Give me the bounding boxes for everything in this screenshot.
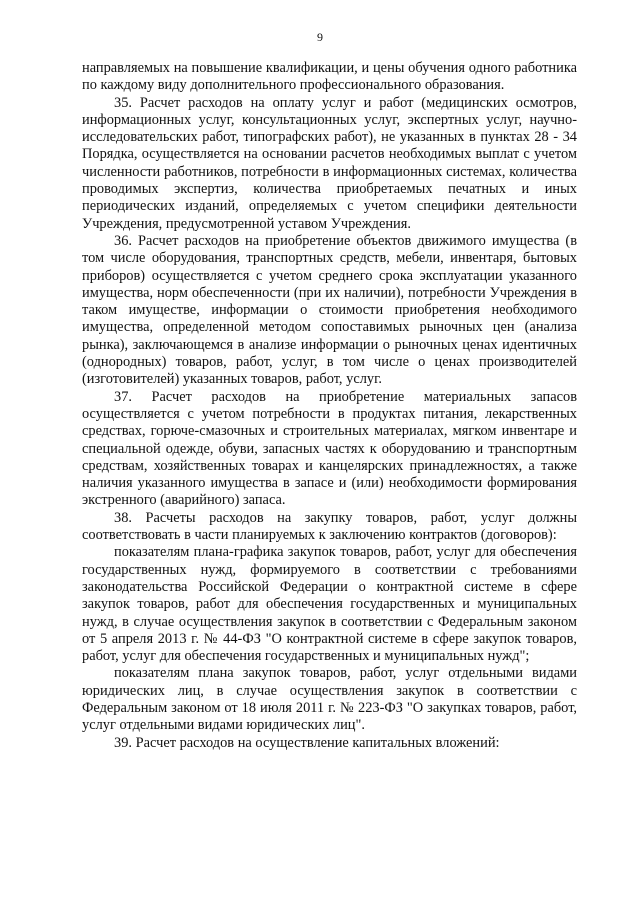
paragraph-continuation: направляемых на повышение квалификации, и цены обучения одного работника по каждому виду дополнительного профессионального образования.: [82, 60, 577, 94]
paragraph-38-item-223fz: показателям плана закупок товаров, работ, услуг отдельными видами юридических лиц, в случае осуществления закупок в соответствии с Федеральным законом от 18 июля 2011 г. № 223-ФЗ "О закупках товаров, работ, услуг отдельными видами юридических лиц".: [82, 665, 577, 734]
paragraph-37: 37. Расчет расходов на приобретение материальных запасов осуществляется с учетом потребности в продуктах питания, лекарственных средствах, горюче-смазочных и строительных материалах, мягком инвентаре и специальной одежде, обуви, запасных частях к оборудованию и транспортным средствам, хозяйственных товарах и канцелярских принадлежностях, а также наличия указанного имущества в запасе и (или) необходимости формирования экстренного (аварийного) запаса.: [82, 388, 577, 509]
paragraph-36: 36. Расчет расходов на приобретение объектов движимого имущества (в том числе оборудования, транспортных средств, мебели, инвентаря, бытовых приборов) осуществляется с учетом среднего срока эксплуатации указанного имущества, норм обеспеченности (при их наличии), потребности Учреждения в таком имуществе, информации о стоимости приобретения необходимого имущества, определенной методом сопоставимых рыночных цен (анализа рынка), заключающемся в анализе информации о рыночных ценах идентичных (однородных) товаров, работ, услуг, в том числе о ценах производителей (изготовителей) указанных товаров, работ, услуг.: [82, 232, 577, 388]
page-number: 9: [317, 30, 323, 44]
paragraph-35: 35. Расчет расходов на оплату услуг и работ (медицинских осмотров, информационных услуг, консультационных услуг, экспертных услуг, научно-исследовательских работ, типографских работ), не указанных в пунктах 28 - 34 Порядка, осуществляется на основании расчетов необходимых выплат с учетом численности работников, потребности в информационных системах, количества проводимых экспертиз, количества приобретаемых печатных и иных периодических изданий, определяемых с учетом специфики деятельности Учреждения, предусмотренной уставом Учреждения.: [82, 94, 577, 232]
paragraph-38-item-44fz: показателям плана-графика закупок товаров, работ, услуг для обеспечения государственных нужд, формируемого в соответствии с требованиями законодательства Российской Федерации о контрактной системе в сфере закупок товаров, работ для обеспечения государственных и муниципальных нужд, в случае осуществления закупок в соответствии с Федеральным законом от 5 апреля 2013 г. № 44-ФЗ "О контрактной системе в сфере закупок товаров, работ, услуг для обеспечения государственных и муниципальных нужд";: [82, 544, 577, 665]
paragraph-38: 38. Расчеты расходов на закупку товаров, работ, услуг должны соответствовать в части планируемых к заключению контрактов (договоров):: [82, 509, 577, 544]
paragraph-39: 39. Расчет расходов на осуществление капитальных вложений:: [114, 734, 500, 751]
document-body: [82, 60, 577, 752]
